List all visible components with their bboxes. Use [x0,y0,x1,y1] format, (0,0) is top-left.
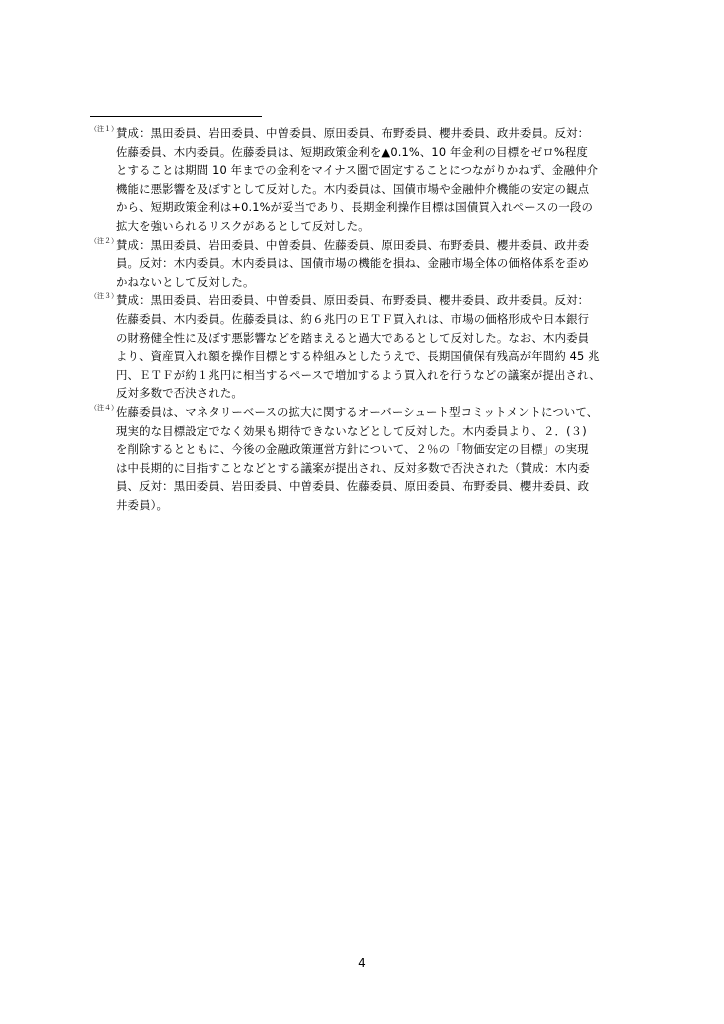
footnote-marker: （注１） [90,125,118,133]
footnote-line: 賛成：黒田委員、岩田委員、中曽委員、佐藤委員、原田委員、布野委員、櫻井委員、政井委 [116,237,590,252]
footnote-marker: （注２） [90,236,118,245]
footnote-line: 佐藤委員は、マネタリーベースの拡大に関するオーバーシュート型コミットメントについて、 [116,404,599,419]
footnote-line: は中長期的に目指すことなどとする議案が提出され、反対多数で否決された（賛成：木内委 [116,460,590,475]
footnote-line: かねないとして反対した。 [116,274,255,289]
footnote-marker: （注３） [90,292,118,301]
footnote-line: とすることは期間 10 年までの金利をマイナス圏で固定することにつながりかねず、金融仲介 [116,163,599,178]
footnote-line: 員。反対：木内委員。木内委員は、国債市場の機能を損ね、金融市場全体の価格体系を歪め [116,256,590,271]
footnote-4 [90,403,645,515]
footnote-line: 賛成：黒田委員、岩田委員、中曽委員、原田委員、布野委員、櫻井委員、政井委員。反対： [116,126,590,140]
footnote-line: の財務健全性に及ぼす悪影響などを踏まえると過大であるとして反対した。なお、木内委員 [116,330,590,345]
footnote-line: を削除するとともに、今後の金融政策運営方針について、２％の「物価安定の目標」の実現 [116,442,589,457]
footnote-line: 現実的な目標設定でなく効果も期待できないなどとして反対した。木内委員より、２．(３) [116,423,587,438]
footnotes [90,124,645,514]
footnote-line: より、資産買入れ額を操作目標とする枠組みとしたうえで、長期国債保有残高が年間約 45 兆 [116,349,600,364]
footnote-marker: （注４） [90,403,118,412]
footnote-line: 拡大を強いられるリスクがあるとして反対した。 [116,218,370,233]
footnote-line: 員、反対：黒田委員、岩田委員、中曽委員、佐藤委員、原田委員、布野委員、櫻井委員、政 [116,479,590,494]
footnote-line: から、短期政策金利は+0.1%が妥当であり、長期金利操作目標は国債買入れペースの一段の [116,200,593,215]
footnote-line: 円、ＥＴＦが約１兆円に相当するペースで増加するよう買入れを行うなどの議案が提出され、 [116,367,601,382]
footnote-line: 反対多数で否決された。 [116,386,243,401]
footnote-line: 佐藤委員、木内委員。佐藤委員は、約６兆円のＥＴＦ買入れは、市場の価格形成や日本銀行 [116,311,590,326]
footnote-1 [90,124,645,236]
footnote-line: 佐藤委員、木内委員。佐藤委員は、短期政策金利を▲0.1%、10 年金利の目標をゼロ%程度 [116,144,588,159]
footnote-line: 井委員）。 [116,497,169,512]
footnote-line: 機能に悪影響を及ぼすとして反対した。木内委員は、国債市場や金融仲介機能の安定の観点 [116,181,590,196]
footnote-2 [90,236,645,292]
footnote-3 [90,291,645,403]
page-number: 4 [358,956,366,970]
footnote-line: 賛成：黒田委員、岩田委員、中曽委員、原田委員、布野委員、櫻井委員、政井委員。反対： [116,293,590,308]
footnote-separator [90,116,262,117]
